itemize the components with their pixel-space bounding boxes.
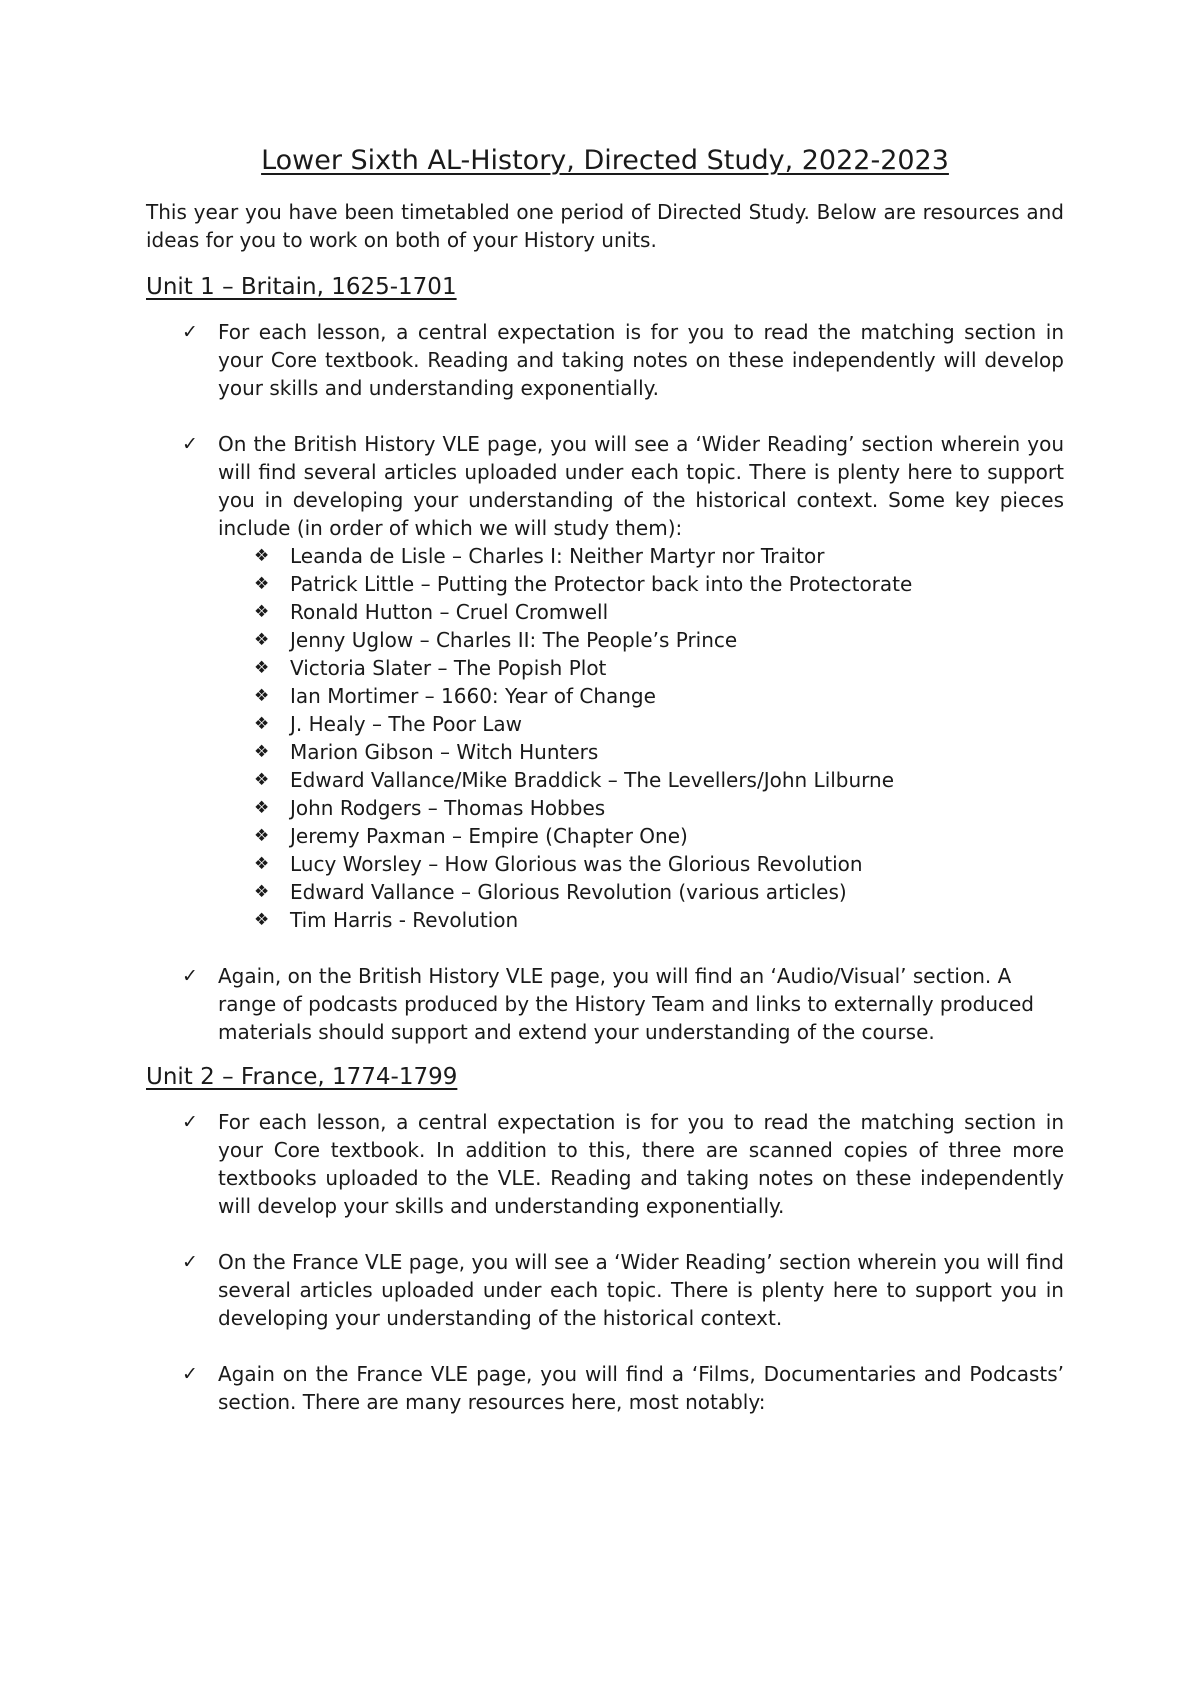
document-page (146, 140, 1064, 1432)
four-diamond-bullet-icon: ❖ (254, 798, 270, 818)
reading-item-text: Marion Gibson – Witch Hunters (290, 740, 599, 764)
reading-item (218, 570, 1064, 598)
four-diamond-bullet-icon: ❖ (254, 882, 270, 902)
unit-2-heading: Unit 2 – France, 1774-1799 (146, 1064, 458, 1090)
check-mark-icon: ✓ (182, 1251, 198, 1273)
reading-item-text: John Rodgers – Thomas Hobbes (290, 796, 606, 820)
four-diamond-bullet-icon: ❖ (254, 602, 270, 622)
list-item (146, 1360, 1064, 1416)
reading-item (218, 766, 1064, 794)
reading-item (218, 822, 1064, 850)
reading-item (218, 710, 1064, 738)
check-mark-icon: ✓ (182, 433, 198, 455)
reading-list (218, 542, 1064, 934)
reading-item (218, 682, 1064, 710)
reading-item-text: Leanda de Lisle – Charles I: Neither Martyr nor Traitor (290, 544, 825, 568)
check-mark-icon: ✓ (182, 965, 198, 987)
reading-item-text: Lucy Worsley – How Glorious was the Glorious Revolution (290, 852, 863, 876)
reading-item-text: Jenny Uglow – Charles II: The People’s Prince (290, 628, 738, 652)
check-mark-icon: ✓ (182, 1111, 198, 1133)
list-item (146, 962, 1064, 1046)
four-diamond-bullet-icon: ❖ (254, 546, 270, 566)
list-item-text: Again, on the British History VLE page, you will find an ‘Audio/Visual’ section. A range of podcasts produced by the History Team and links to externally produced materials should support and extend your understanding of the course. (218, 964, 1034, 1044)
list-item-text: On the France VLE page, you will see a ‘Wider Reading’ section wherein you will find several articles uploaded under each topic. There is plenty here to support you in developing your understanding of the historical context. (218, 1250, 1064, 1330)
list-item-text: For each lesson, a central expectation is for you to read the matching section in your Core textbook. Reading and taking notes on these independently will develop your skills and understanding exponentially. (218, 320, 1064, 400)
check-mark-icon: ✓ (182, 1363, 198, 1385)
reading-item (218, 542, 1064, 570)
reading-item (218, 654, 1064, 682)
four-diamond-bullet-icon: ❖ (254, 686, 270, 706)
unit-2-list (146, 1108, 1064, 1416)
unit-1-heading: Unit 1 – Britain, 1625-1701 (146, 274, 457, 300)
four-diamond-bullet-icon: ❖ (254, 826, 270, 846)
reading-item-text: Edward Vallance/Mike Braddick – The Levellers/John Lilburne (290, 768, 895, 792)
four-diamond-bullet-icon: ❖ (254, 854, 270, 874)
four-diamond-bullet-icon: ❖ (254, 658, 270, 678)
intro-paragraph: This year you have been timetabled one period of Directed Study. Below are resources and ideas for you to work on both of your History units. (146, 200, 1064, 252)
reading-item-text: Jeremy Paxman – Empire (Chapter One) (290, 824, 688, 848)
reading-item-text: Ian Mortimer – 1660: Year of Change (290, 684, 656, 708)
four-diamond-bullet-icon: ❖ (254, 714, 270, 734)
four-diamond-bullet-icon: ❖ (254, 574, 270, 594)
page-title: Lower Sixth AL-History, Directed Study, 2022-2023 (261, 145, 949, 176)
reading-item (218, 598, 1064, 626)
reading-item-text: Victoria Slater – The Popish Plot (290, 656, 607, 680)
four-diamond-bullet-icon: ❖ (254, 630, 270, 650)
reading-item (218, 878, 1064, 906)
reading-item (218, 850, 1064, 878)
reading-item-text: J. Healy – The Poor Law (290, 712, 523, 736)
list-item (146, 318, 1064, 402)
four-diamond-bullet-icon: ❖ (254, 770, 270, 790)
list-item (146, 430, 1064, 934)
four-diamond-bullet-icon: ❖ (254, 742, 270, 762)
check-mark-icon: ✓ (182, 321, 198, 343)
list-item-text: For each lesson, a central expectation is for you to read the matching section in your Core textbook. In addition to this, there are scanned copies of three more textbooks uploaded to the VLE. Reading and taking notes on these independently will develop your skills and understanding exponentially. (218, 1110, 1064, 1218)
reading-item-text: Tim Harris - Revolution (290, 908, 519, 932)
reading-item (218, 794, 1064, 822)
reading-item-text: Edward Vallance – Glorious Revolution (various articles) (290, 880, 847, 904)
list-item (146, 1248, 1064, 1332)
reading-item (218, 626, 1064, 654)
list-item (146, 1108, 1064, 1220)
list-item-text: Again on the France VLE page, you will find a ‘Films, Documentaries and Podcasts’ section. There are many resources here, most notably: (218, 1362, 1064, 1414)
list-item-text: On the British History VLE page, you will see a ‘Wider Reading’ section wherein you will find several articles uploaded under each topic. There is plenty here to support you in developing your understanding of the historical context. Some key pieces include (in order of which we will study them): (218, 432, 1064, 540)
reading-item (218, 906, 1064, 934)
reading-item-text: Patrick Little – Putting the Protector back into the Protectorate (290, 572, 913, 596)
reading-item (218, 738, 1064, 766)
unit-1-list (146, 318, 1064, 1046)
four-diamond-bullet-icon: ❖ (254, 910, 270, 930)
reading-item-text: Ronald Hutton – Cruel Cromwell (290, 600, 609, 624)
